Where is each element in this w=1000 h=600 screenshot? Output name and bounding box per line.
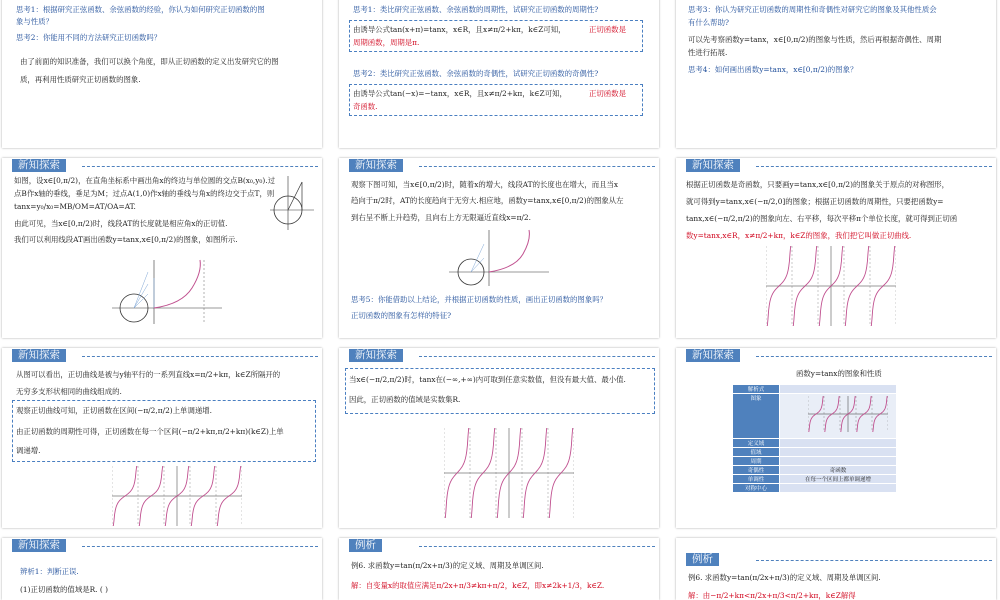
question-1-cont: 象与性质？ [16, 17, 53, 26]
header-dash [82, 546, 318, 547]
think-4: 思考4：如何画出函数y=tanx，x∈[0,π/2)的图象？ [688, 65, 858, 74]
table-key: 对称中心 [733, 484, 780, 493]
answer-3: 可以先考察函数y=tanx，x∈[0,π/2)的图象与性质，然后再根据奇偶性、周期 [688, 35, 942, 44]
table-value [780, 385, 897, 394]
text-line: 无穷多支形状相同的曲线组成的. [16, 387, 122, 396]
tan-curve-graph [112, 466, 242, 526]
tan-curve-graph [444, 428, 574, 518]
text-line: 因此，正切函数的值域是实数集R. [349, 395, 461, 404]
table-value: 在每一个区间上都单调递增 [780, 475, 897, 484]
text-line: 数y=tanx,x∈R，x≠π/2+kπ，k∈Z的图象，我们把它叫做正切曲线. [686, 231, 912, 240]
answer-2-line-2: 奇函数. [353, 102, 378, 111]
think-2: 思考2：类比研究正弦函数、余弦函数的奇偶性，试研究正切函数的奇偶性? [353, 69, 599, 78]
unit-circle-diagram [270, 172, 314, 232]
slide-thumbnail-11[interactable] [339, 538, 659, 600]
table-value [780, 457, 897, 466]
text-line: 例6. 求函数y=tan(π/2x+π/3)的定义域、周期及单调区间. [351, 561, 544, 570]
slide-header [2, 348, 322, 362]
table-key: 定义域 [733, 439, 780, 448]
note-line-2: 质，再利用性质研究正切函数的图象. [20, 75, 141, 84]
header-label: 新知探索 [349, 159, 403, 172]
text-line: 辨析1：判断正误. [20, 567, 79, 576]
slide-thumbnail-5[interactable] [339, 158, 659, 338]
text-line: 就可得到y=tanx,x∈(−π/2,0]的图象；根据正切函数的周期性，只要把函数y= [686, 197, 944, 206]
table-key: 值域 [733, 448, 780, 457]
think-3-cont: 有什么帮助? [688, 18, 729, 27]
text-line: 由此可见，当x∈[0,π/2)时，线段AT的长度就是相应角x的正切值. [14, 219, 228, 228]
slide-header [676, 348, 996, 362]
slide-thumbnail-9[interactable] [676, 348, 996, 528]
text-line: 例6. 求函数y=tan(π/2x+π/3)的定义域、周期及单调区间. [688, 573, 881, 582]
slide-thumbnail-10[interactable] [2, 538, 322, 600]
header-label: 例析 [686, 553, 719, 566]
answer-1-line-2: 周期函数，周期是π. [353, 38, 420, 47]
slide-header [2, 158, 322, 172]
tan-curve-graph [766, 246, 896, 326]
header-dash [82, 166, 318, 167]
text-line: 解：自变量x的取值应满足π/2x+π/3≠kπ+π/2，k∈Z，即x≠2k+1/3，k∈Z. [351, 581, 605, 590]
table-key: 图象 [733, 394, 780, 439]
note-line-1: 由了前面的知识准备，我们可以换个角度，即从正切函数的定义出发研究它的图 [20, 57, 279, 66]
slide-header [676, 158, 996, 172]
text-line: 观察正切曲线可知，正切函数在区间(−π/2,π/2)上单调递增. [16, 406, 212, 415]
text-line: (1)正切函数的值域是R. ( ) [20, 585, 108, 594]
header-label: 新知探索 [349, 349, 403, 362]
slide-thumbnail-8[interactable] [339, 348, 659, 528]
table-value: 奇函数 [780, 466, 897, 475]
tan-curve-graph [808, 396, 888, 432]
table-key: 解析式 [733, 385, 780, 394]
think-5-cont: 正切函数的图象有怎样的特征? [351, 311, 452, 320]
think-5: 思考5：你能借助以上结论，并根据正切函数的性质，画出正切函数的图象吗？ [351, 295, 607, 304]
slide-header [339, 348, 659, 362]
text-line: tanx=y₀/x₀=MB/OM=AT/OA=AT. [14, 202, 136, 211]
slide-thumbnail-2[interactable] [339, 0, 659, 148]
header-label: 新知探索 [686, 159, 740, 172]
tan-construction-figure [112, 258, 222, 326]
slide-thumbnail-1[interactable] [2, 0, 322, 148]
header-label: 新知探索 [12, 159, 66, 172]
header-dash [756, 356, 992, 357]
slide-header [339, 538, 659, 552]
header-dash [419, 356, 655, 357]
answer-2-highlight: 正切函数是 [589, 89, 626, 98]
text-line: 从图可以看出，正切曲线是被与y轴平行的一系列直线x=π/2+kπ，k∈Z所隔开的 [16, 370, 281, 379]
think-3: 思考3：你认为研究正切函数的周期性和奇偶性对研究它的图象及其他性质会 [688, 5, 937, 14]
table-title: 函数y=tanx的图象和性质 [796, 369, 882, 378]
table-key: 周期 [733, 457, 780, 466]
text-line: 我们可以利用线段AT画出函数y=tanx,x∈[0,π/2)的图象，如图所示. [14, 235, 238, 244]
text-line: 解：由−π/2+kπ<π/2x+π/3<π/2+kπ，k∈Z解得 [688, 591, 856, 600]
slide-header [2, 538, 322, 552]
header-dash [82, 356, 318, 357]
table-key: 奇偶性 [733, 466, 780, 475]
header-label: 新知探索 [686, 349, 740, 362]
text-line: 如图，设x∈[0,π/2)，在直角坐标系中画出角x的终边与单位圆的交点B(x₀,y₀).过 [14, 176, 275, 185]
text-line: 当x∈(−π/2,π/2)时，tanx在(−∞,+∞)内可取到任意实数值，但没有最大值、最小值. [349, 375, 626, 384]
answer-2-line-1: 由诱导公式tan(−x)=−tanx，x∈R，且x≠π/2+kπ，k∈Z可知， [353, 89, 567, 98]
think-1: 思考1：类比研究正弦函数、余弦函数的周期性，试研究正切函数的周期性? [353, 5, 599, 14]
header-label: 例析 [349, 539, 382, 552]
text-line: 到右呈不断上升趋势，且向右上方无限逼近直线x=π/2. [351, 213, 531, 222]
text-line: 趋向于π/2时，AT的长度趋向于无穷大.相应地，函数y=tanx,x∈[0,π/2)的图象从左 [351, 196, 624, 205]
table-value [780, 439, 897, 448]
text-line: 观察下图可知，当x∈[0,π/2)时，随着x的增大，线段AT的长度也在增大，而且当x [351, 180, 619, 189]
text-line: 点B作x轴的垂线，垂足为M；过点A(1,0)作x轴的垂线与角x的终边交于点T，则 [14, 189, 275, 198]
table-key: 单调性 [733, 475, 780, 484]
question-2: 思考2：你能用不同的方法研究正切函数吗？ [16, 33, 162, 42]
text-line: 由正切函数的周期性可得，正切函数在每一个区间(−π/2+kπ,π/2+kπ)(k∈Z)上单 [16, 427, 284, 436]
header-dash [419, 166, 655, 167]
header-label: 新知探索 [12, 539, 66, 552]
tan-construction-figure [449, 228, 549, 288]
slide-thumbnail-7[interactable] [2, 348, 322, 528]
text-line: 调递增. [16, 446, 41, 455]
header-dash [419, 546, 655, 547]
header-dash [756, 166, 992, 167]
header-label: 新知探索 [12, 349, 66, 362]
slide-thumbnail-4[interactable] [2, 158, 322, 338]
answer-3-cont: 性进行拓展. [688, 48, 728, 57]
slide-thumbnail-3[interactable] [676, 0, 996, 148]
slide-thumbnail-6[interactable] [676, 158, 996, 338]
text-line: 根据正切函数是奇函数，只要画y=tanx,x∈[0,π/2)的图象关于原点的对称图形， [686, 180, 950, 189]
table-value [780, 448, 897, 457]
slide-thumbnail-12[interactable] [676, 538, 996, 600]
question-1: 思考1：根据研究正弦函数、余弦函数的经验，你认为如何研究正切函数的图 [16, 5, 265, 14]
answer-1-highlight: 正切函数是 [589, 25, 626, 34]
answer-1-line-1: 由诱导公式tan(x+π)=tanx，x∈R，且x≠π/2+kπ，k∈Z可知， [353, 25, 566, 34]
header-dash [756, 560, 992, 561]
table-value [780, 484, 897, 493]
slide-header [676, 552, 996, 566]
slide-header [339, 158, 659, 172]
text-line: tanx,x∈(−π/2,π/2)的图象向左、右平移，每次平移π个单位长度，就可得到正切函 [686, 214, 958, 223]
